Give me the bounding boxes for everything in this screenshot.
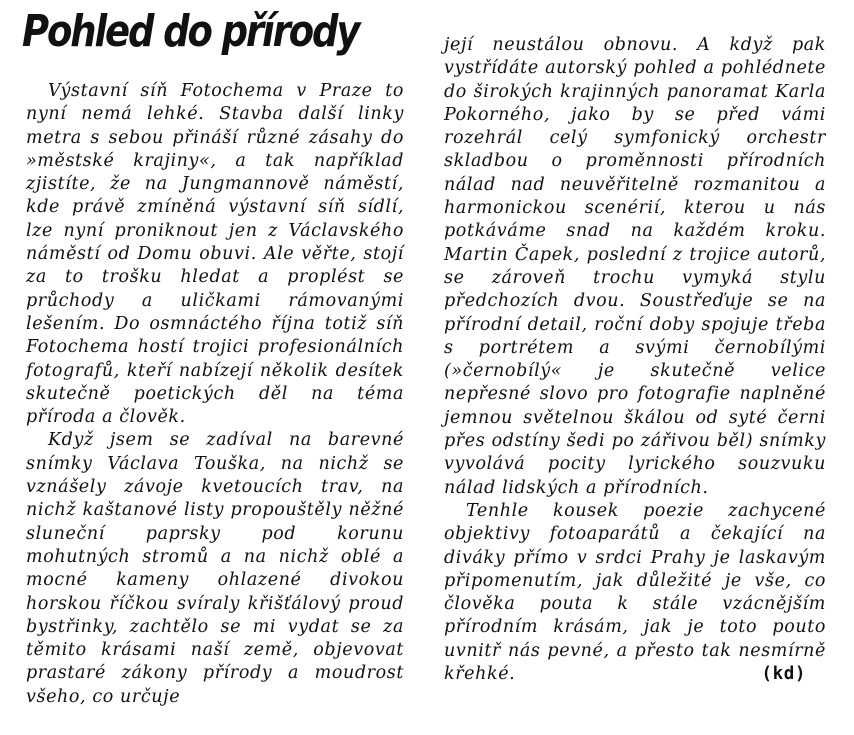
article-headline: Pohled do přírody bbox=[22, 6, 359, 57]
article-column-left bbox=[26, 80, 404, 709]
article-paragraph: Výstavní síň Fotochema v Praze to nyní nemá lehké. Stavba další linky metra s sebou přináší různé zásahy do »městské krajiny«, a tak například zjistíte, že na Jungmannově náměstí, kde právě zmíněná výstavní síň sídlí, lze nyní proniknout jen z Václavského náměstí od Domu obuvi. Ale věřte, stojí za to trošku hledat a proplést se průchody a uličkami rámovanými lešením. Do osmnáctého října totiž síň Fotochema hostí trojici profesionálních fotografů, kteří nabízejí několik desítek skutečně poetických děl na téma příroda a člověk. bbox=[26, 81, 404, 428]
article-paragraph-text: Tenhle kousek poezie zachycené objektivy fotoaparátů a čekající na diváky přímo v srdci Prahy je laskavým připomenutím, jak důležité je vše, co člověka pouta k stále vzácnějším přírodním krásám, jak je toto pouto uvnitř nás pevné, a přesto tak nesmírně křehké. bbox=[444, 500, 826, 685]
article-paragraph: Když jsem se zadíval na barevné snímky Václava Touška, na nichž se vznášely závoje kvetoucích trav, na nichž kaštanové listy propouštěly něžné sluneční paprsky pod korunu mohutných stromů a na nichž oblé a mocné kameny ohlazené divokou horskou říčkou svíraly křišťálový proud bystřinky, zachtělo se mi vydat se za těmito krásami naší země, objevovat prastaré zákony přírody a moudrost všeho, co určuje bbox=[26, 430, 404, 707]
article-paragraph: její neustálou obnovu. A když pak vystřídáte autorský pohled a pohlédnete do širokých krajinných panoramat Karla Pokorného, jako by se před vámi rozehrál celý symfonický orchestr skladbou o proměnnosti přírodních nálad nad neuvěřitelně rozmanitou a harmonickou scenérií, kterou u nás potkáváme snad na každém kroku. Martin Čapek, poslední z trojice autorů, se zároveň trochu vymyká stylu předchozích dvou. Soustřeďuje se na přírodní detail, roční doby spojuje třeba s portrétem a svými černobílými (»černobílý« je skutečně velice nepřesné slovo pro fotografie naplněné jemnou světelnou škálou od syté černi přes odstíny šedi po zářivou běl) snímky vyvolává pocity lyrického souzvuku nálad lidských a přírodních. bbox=[444, 35, 826, 498]
author-signature: (kd) bbox=[761, 664, 806, 685]
article-paragraph bbox=[444, 500, 826, 686]
article-column-right bbox=[444, 34, 826, 686]
